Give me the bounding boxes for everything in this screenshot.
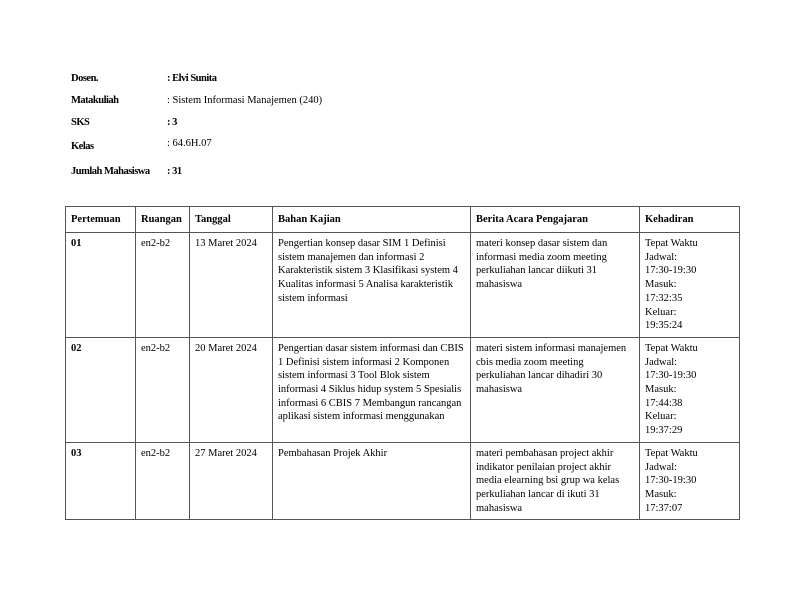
berita-acara-cell: materi konsep dasar sistem dan informasi media zoom meeting perkuliahan lancar diikuti 31 mahasiswa: [471, 233, 640, 338]
column-header-bahan-kajian: Bahan Kajian: [273, 207, 471, 233]
kehadiran-masuk-label: Masuk:: [645, 384, 677, 396]
kehadiran-jadwal-label: Jadwal:: [645, 251, 678, 263]
kehadiran-jadwal-value: 17:30-19:30: [645, 475, 697, 487]
table-row: [66, 337, 740, 442]
tanggal-cell: 13 Maret 2024: [190, 233, 273, 338]
column-header-pertemuan: Pertemuan: [66, 207, 136, 233]
ruangan-cell: en2-b2: [136, 337, 190, 442]
kehadiran-masuk-value: 17:32:35: [645, 292, 683, 304]
tanggal-cell: 27 Maret 2024: [190, 442, 273, 520]
kehadiran-jadwal-label: Jadwal:: [645, 461, 678, 473]
kehadiran-masuk-value: 17:37:07: [645, 502, 683, 514]
column-header-kehadiran: Kehadiran: [640, 207, 740, 233]
kehadiran-jadwal-label: Jadwal:: [645, 356, 678, 368]
bahan-kajian-cell: Pembahasan Projek Akhir: [273, 442, 471, 520]
kehadiran-status: Tepat Waktu: [645, 238, 698, 249]
table-header-row: [66, 207, 740, 233]
kehadiran-keluar-value: 19:37:29: [645, 425, 683, 437]
bahan-kajian-cell: Pengertian konsep dasar SIM 1 Definisi sistem manajemen dan informasi 2 Karakteristik sistem 3 Klasifikasi system 4 Kualitas informasi 5 Analisa karakteristik sistem informasi: [273, 233, 471, 338]
ruangan-cell: en2-b2: [136, 233, 190, 338]
bahan-kajian-cell: Pengertian dasar sistem informasi dan CBIS 1 Definisi sistem informasi 2 Komponen sistem informasi 3 Tool Blok sistem informasi 4 Siklus hidup system 5 Spesialis informasi 6 CBIS 7 Membangun rancangan aplikasi sistem informasi menggunakan: [273, 337, 471, 442]
pertemuan-cell: 02: [66, 337, 136, 442]
column-header-berita-acara: Berita Acara Pengajaran: [471, 207, 640, 233]
kehadiran-masuk-label: Masuk:: [645, 279, 677, 291]
kehadiran-status: Tepat Waktu: [645, 342, 698, 354]
tanggal-cell: 20 Maret 2024: [190, 337, 273, 442]
berita-acara-cell: materi pembahasan project akhir indikator penilaian project akhir media elearning bsi grup wa kelas perkuliahan lancar di ikuti 31 mahasiswa: [471, 442, 640, 520]
sks-label: SKS: [71, 117, 90, 128]
table-row: [66, 233, 740, 338]
kehadiran-keluar-label: Keluar:: [645, 306, 677, 318]
kehadiran-masuk-label: Masuk:: [645, 488, 677, 500]
kelas-value: : 64.6H.07: [167, 138, 212, 149]
berita-acara-cell: materi sistem informasi manajemen cbis media zoom meeting perkuliahan lancar dihadiri 30 mahasiswa: [471, 337, 640, 442]
kehadiran-jadwal-value: 17:30-19:30: [645, 265, 697, 277]
kehadiran-keluar-value: 19:35:24: [645, 320, 683, 332]
pertemuan-cell: 01: [66, 233, 136, 338]
column-header-ruangan: Ruangan: [136, 207, 190, 233]
ruangan-cell: en2-b2: [136, 442, 190, 520]
attendance-table: [65, 206, 740, 520]
kehadiran-cell: [640, 442, 740, 520]
kehadiran-keluar-label: Keluar:: [645, 411, 677, 423]
table-row: [66, 442, 740, 520]
kehadiran-cell: [640, 233, 740, 338]
dosen-label: Dosen.: [71, 73, 99, 84]
kehadiran-masuk-value: 17:44:38: [645, 397, 683, 409]
matakuliah-label: Matakuliah: [71, 95, 119, 106]
jumlah-label: Jumlah Mahasiswa: [71, 166, 150, 177]
kehadiran-status: Tepat Waktu: [645, 447, 698, 459]
pertemuan-cell: 03: [66, 442, 136, 520]
kelas-label: Kelas: [71, 141, 94, 152]
kehadiran-cell: [640, 337, 740, 442]
column-header-tanggal: Tanggal: [190, 207, 273, 233]
jumlah-value: : 31: [167, 166, 182, 177]
kehadiran-jadwal-value: 17:30-19:30: [645, 370, 697, 382]
dosen-value: : Elvi Sunita: [167, 73, 217, 84]
sks-value: : 3: [167, 117, 177, 128]
matakuliah-value: : Sistem Informasi Manajemen (240): [167, 95, 323, 106]
